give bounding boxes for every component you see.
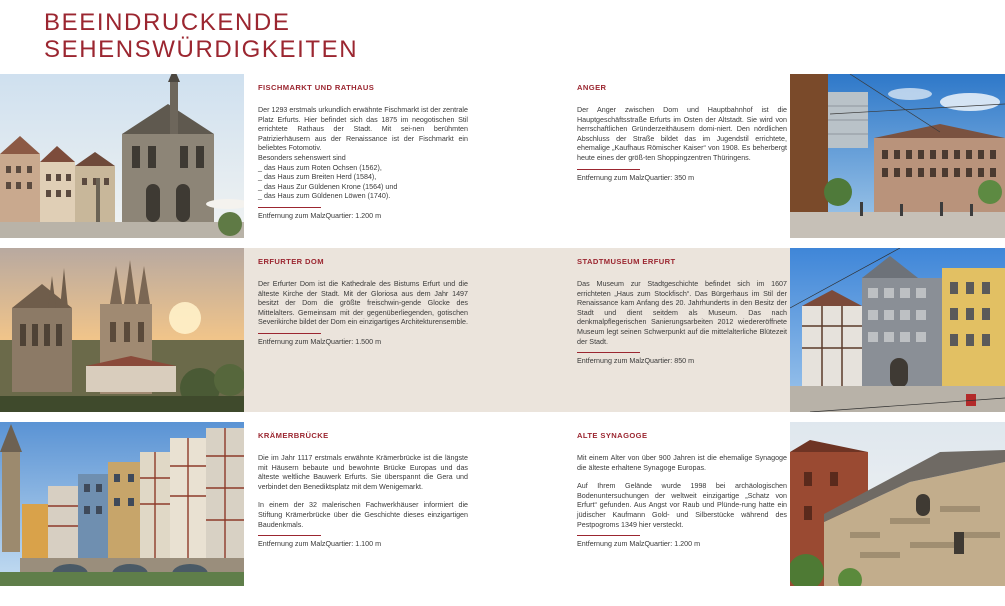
distance-kraemerbruecke: Entfernung zum MalzQuartier: 1.100 m bbox=[258, 540, 382, 549]
divider-fischmarkt bbox=[258, 207, 321, 208]
divider-kraemerbruecke bbox=[258, 535, 321, 536]
text-group-kraemerbruecke bbox=[258, 454, 468, 530]
section-kraemerbruecke bbox=[258, 422, 468, 550]
text-fischmarkt: Der 1293 erstmals urkundlich erwähnte Fischmarkt ist der zentrale Platz Erfurts. Hier befindet sich das 1875 im neogotischen Stil errichtete Rathaus der Stadt. Mit sei-nen berühmten Patrizierhäusern aus der Renaissance ist der Fischmarkt ein beliebtes Fotomotiv. Besonders sehenswert sind _ das Haus zum Roten Ochsen (1562), _ das Haus zum Breiten Herd (1584), _ das Haus Zur Güldenen Krone (1564) und _ das Haus zum Güldenen Löwen (1740). bbox=[258, 106, 468, 201]
text-erfurter-dom: Der Erfurter Dom ist die Kathedrale des Bistums Erfurt und die älteste Kirche der Stadt. Mit der Gloriosa aus dem Jahr 1497 besitzt der Dom die größte freischwin-gende Glocke des Mittelalters. Gemeinsam mit der gegenüberliegenden, gotischen Severikirche bildet der Dom ein einzigartiges Architekturensemble. bbox=[258, 280, 468, 327]
text-kraemerbruecke-2: In einem der 32 malerischen Fachwerkhäuser informiert die Stiftung Krämerbrücke über die Geschichte dieses einzigartigen Baudenkmals. bbox=[258, 501, 468, 529]
section-erfurter-dom bbox=[258, 248, 468, 348]
divider-erfurter-dom bbox=[258, 333, 321, 334]
photo-kraemerbruecke bbox=[0, 422, 244, 586]
heading-alte-synagoge: ALTE SYNAGOGE bbox=[577, 431, 648, 440]
heading-stadtmuseum: STADTMUSEUM ERFURT bbox=[577, 257, 676, 266]
text-group-alte-synagoge bbox=[577, 454, 787, 530]
heading-fischmarkt: FISCHMARKT UND RATHAUS bbox=[258, 83, 375, 92]
distance-fischmarkt: Entfernung zum MalzQuartier: 1.200 m bbox=[258, 211, 382, 220]
photo-fischmarkt-rathaus bbox=[0, 74, 244, 238]
divider-anger bbox=[577, 169, 640, 170]
photo-stadtmuseum bbox=[790, 248, 1005, 412]
section-fischmarkt bbox=[258, 74, 468, 222]
distance-erfurter-dom: Entfernung zum MalzQuartier: 1.500 m bbox=[258, 337, 382, 346]
section-stadtmuseum bbox=[577, 248, 787, 367]
photo-alte-synagoge bbox=[790, 422, 1005, 586]
heading-anger: ANGER bbox=[577, 83, 607, 92]
divider-alte-synagoge bbox=[577, 535, 640, 536]
text-alte-synagoge-1: Mit einem Alter von über 900 Jahren ist die ehemalige Synagoge die älteste erhaltene Synagoge Europas. bbox=[577, 454, 787, 472]
row-dom-stadtmuseum bbox=[0, 248, 1005, 412]
row-fischmarkt-anger bbox=[0, 74, 1005, 238]
text-stadtmuseum: Das Museum zur Stadtgeschichte befindet sich im 1607 errichteten „Haus zum Stockfisch“. Das Bürgerhaus im Stil der Renaissance kam Anfang des 20. Jahrhunderts in den Besitz der Stadt und dient seitdem als Museum. Das nach denkmalpflegerischen Sanierungsarbeiten 2012 wiedereröffnete Museum legt seinen Schwerpunkt auf die mittelalterliche Blütezeit der Stadt. bbox=[577, 280, 787, 346]
distance-stadtmuseum: Entfernung zum MalzQuartier: 850 m bbox=[577, 357, 695, 366]
photo-erfurter-dom bbox=[0, 248, 244, 412]
text-kraemerbruecke-1: Die im Jahr 1117 erstmals erwähnte Krämerbrücke ist die längste mit Häusern bebaute und bewohnte Brücke Europas und das älteste weltliche Bauwerk Erfurts. Sie überspannt die Gera und verbindet den Benediktsplatz mit dem Wenigemarkt. bbox=[258, 454, 468, 491]
page-title-line-1: BEEINDRUCKENDE bbox=[44, 9, 291, 36]
section-alte-synagoge bbox=[577, 422, 787, 550]
photo-anger bbox=[790, 74, 1005, 238]
distance-alte-synagoge: Entfernung zum MalzQuartier: 1.200 m bbox=[577, 540, 701, 549]
divider-stadtmuseum bbox=[577, 352, 640, 353]
page-title bbox=[44, 9, 358, 63]
row-kraemerbruecke-synagoge bbox=[0, 422, 1005, 586]
heading-kraemerbruecke: KRÄMERBRÜCKE bbox=[258, 431, 329, 440]
section-anger bbox=[577, 74, 787, 183]
distance-anger: Entfernung zum MalzQuartier: 350 m bbox=[577, 173, 695, 182]
text-anger: Der Anger zwischen Dom und Hauptbahnhof ist die Hauptgeschäftsstraße Erfurts im Osten der Altstadt. Sie wird von herrschaftlichen Gründerzeithäusern domi-niert. Den nördlichen Abschluss der Straße bildet das im Jugendstil errichtete, ehemalige „Kaufhaus Römischer Kaiser“ von 1908. Es beherbergt heute eines der größ-ten Shoppingzentren Thüringens. bbox=[577, 106, 787, 162]
text-alte-synagoge-2: Auf Ihrem Gelände wurde 1998 bei archäologischen Bodenuntersuchungen der weltweit einzigartige „Schatz von Erfurt“ gefunden. Aus Angst vor Raub und Plünde-rung hatte ein jüdischer Kaufmann Gold- und Silberstücke während des Pestpogroms 1349 hier versteckt. bbox=[577, 482, 787, 529]
heading-erfurter-dom: ERFURTER DOM bbox=[258, 257, 324, 266]
page-title-line-2: SEHENSWÜRDIGKEITEN bbox=[44, 36, 359, 63]
